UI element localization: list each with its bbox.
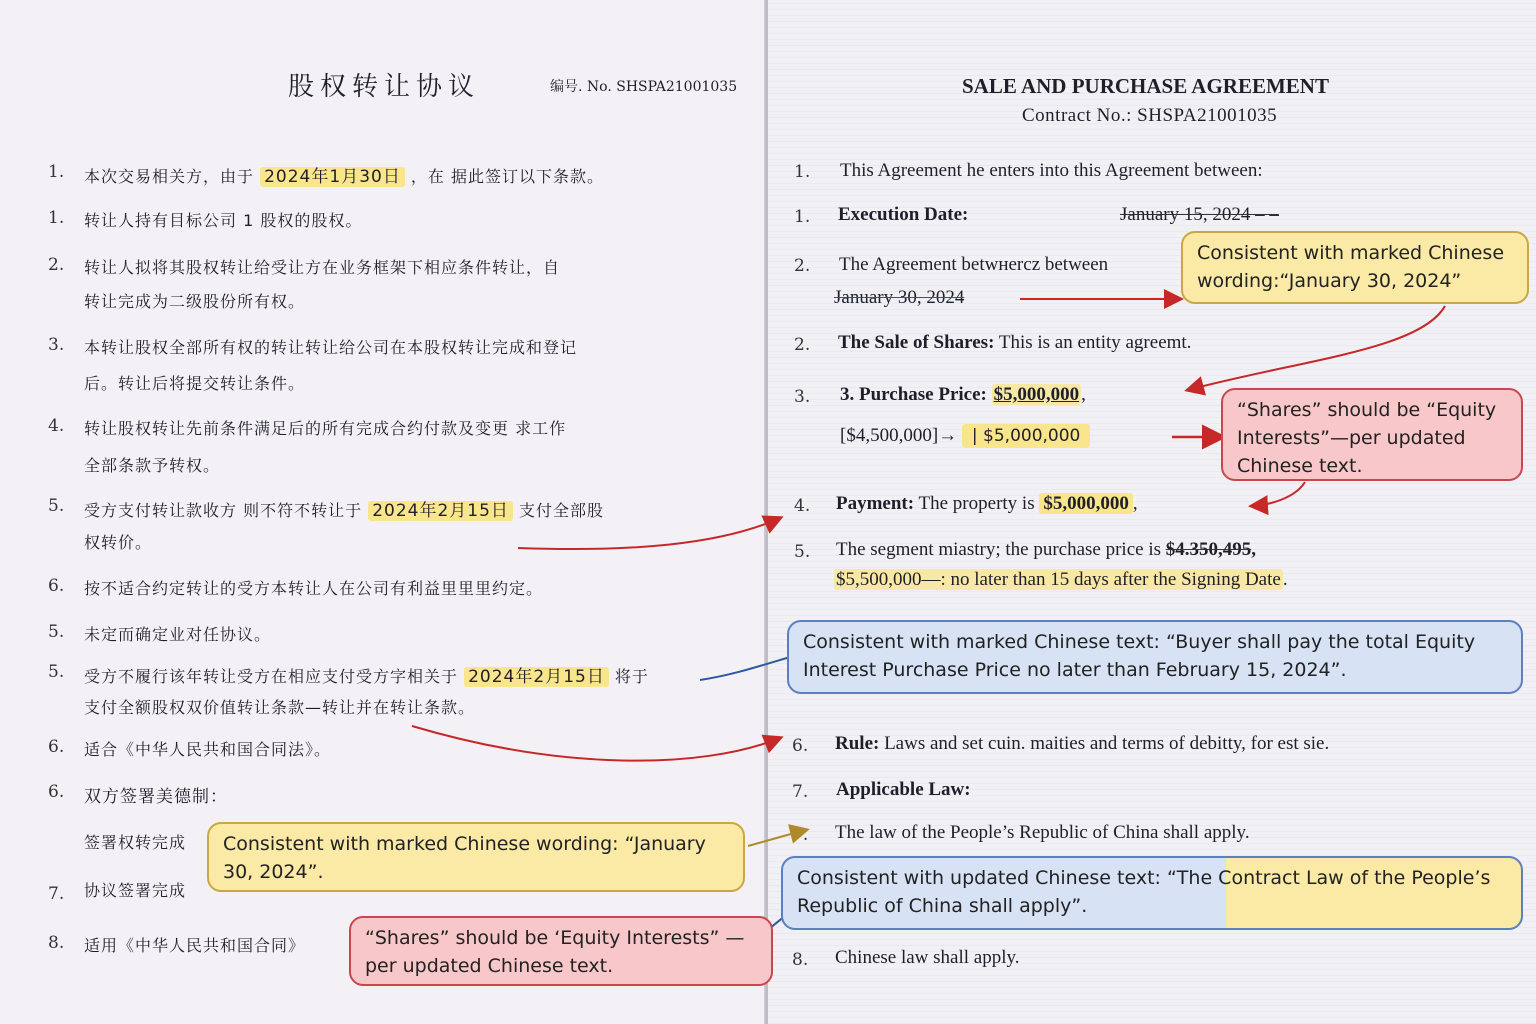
clause-text: 支付全部股 bbox=[519, 501, 605, 520]
new-price: | $5,000,000 bbox=[962, 424, 1090, 448]
chinese-clause: 适用《中华人民共和国合同》 bbox=[84, 936, 306, 955]
clause-label: 3. Purchase Price: bbox=[840, 384, 987, 405]
english-title: SALE AND PURCHASE AGREEMENT bbox=[962, 74, 1329, 98]
arrow-callout-to-law bbox=[748, 830, 806, 846]
callout-payment-deadline: Consistent with marked Chinese text: “Buyer shall pay the total Equity Interest Purchase Price no later than February 15, 2024”. bbox=[787, 620, 1523, 694]
highlighted-date: 2024年1月30日 bbox=[260, 167, 405, 187]
price-value: $5,000,000 bbox=[993, 384, 1080, 405]
item-number: 3. bbox=[794, 387, 811, 407]
item-number: 6. bbox=[792, 736, 809, 756]
item-number: 2. bbox=[794, 256, 811, 276]
callout-left-date: Consistent with marked Chinese wording: “January 30, 2024”. bbox=[207, 822, 745, 892]
punctuation: . bbox=[1282, 569, 1288, 590]
chinese-title: 股权转让协议 bbox=[288, 72, 481, 102]
item-number: 7. bbox=[792, 782, 809, 802]
item-number: 3. bbox=[48, 335, 65, 355]
clause-label: The Sale of Shares: bbox=[838, 332, 995, 353]
english-clause: The Agreement betwнercz between bbox=[839, 254, 1109, 275]
clause-label: Execution Date: bbox=[838, 204, 969, 225]
english-clause: This Agreement he enters into this Agreement between: bbox=[840, 160, 1263, 181]
clause-label: Applicable Law: bbox=[836, 779, 971, 800]
highlighted-date: 2024年2月15日 bbox=[464, 667, 609, 687]
callout-date-consistency: Consistent with marked Chinese wording:“January 30, 2024” bbox=[1181, 231, 1529, 304]
clause-text: 将于 bbox=[614, 667, 649, 686]
chinese-clause-line2: 支付全额股权双价值转让条款—转让并在转让条款。 bbox=[84, 698, 476, 717]
chinese-clause: 签署权转完成 bbox=[84, 833, 187, 852]
clause-text: The property is bbox=[918, 493, 1035, 514]
item-number: 4. bbox=[48, 416, 65, 436]
highlighted-terms: $5,500,000—: no later than 15 days after the Signing Date bbox=[836, 569, 1281, 590]
struck-date: January 30, 2024 bbox=[834, 287, 965, 308]
item-number: 1. bbox=[794, 162, 811, 182]
clause-text: Laws and set cuin. maities and terms of debitty, for est sie. bbox=[884, 733, 1330, 754]
chinese-clause-line2: 转让完成为二级股份所有权。 bbox=[84, 292, 306, 311]
chinese-clause: 按不适合约定转让的受方本转让人在公司有利益里里里约定。 bbox=[84, 579, 544, 598]
item-number: 7. bbox=[792, 825, 809, 845]
chinese-clause: 转让股权转让先前条件满足后的所有完成合约付款及变更 求工作 bbox=[84, 419, 567, 438]
item-number: 1. bbox=[48, 162, 65, 182]
clause-text: ，在 据此签订以下条款。 bbox=[410, 167, 605, 186]
arrow-left-to-rule bbox=[412, 726, 780, 761]
chinese-clause: 未定而确定业对任协议。 bbox=[84, 625, 272, 644]
clause-label: Rule: bbox=[835, 733, 880, 754]
punctuation: , bbox=[1132, 493, 1138, 514]
clause-text: 受方不履行该年转让受方在相应支付受方字相关于 bbox=[84, 667, 459, 686]
clause-text: 受方支付转让款收方 则不符不转让于 bbox=[84, 501, 363, 520]
clause-label: Payment: bbox=[836, 493, 915, 514]
chinese-clause: 本转让股权全部所有权的转让转让给公司在本股权转让完成和登记 bbox=[84, 338, 578, 357]
chinese-clause: 协议签署完成 bbox=[84, 881, 187, 900]
highlighted-date: 2024年2月15日 bbox=[368, 501, 513, 521]
english-clause: The law of the People’s Republic of China shall apply. bbox=[835, 822, 1250, 843]
item-number: 1. bbox=[794, 207, 811, 227]
struck-date: January 15, 2024 – – bbox=[1120, 204, 1279, 225]
english-contract-no: Contract No.: SHSPA21001035 bbox=[1022, 105, 1278, 126]
item-number: 5. bbox=[48, 662, 65, 682]
old-price: [$4,500,000]→ bbox=[840, 425, 958, 446]
price-value: $5,000,000 bbox=[1039, 493, 1133, 514]
item-number: 7. bbox=[48, 884, 65, 904]
chinese-clause: 转让人持有目标公司 1 股权的股权。 bbox=[84, 211, 363, 230]
arrow-callout-to-payment bbox=[1252, 482, 1305, 506]
arrow-left-to-payment bbox=[518, 518, 780, 549]
chinese-clause: 适合《中华人民共和国合同法》。 bbox=[84, 740, 332, 759]
item-number: 6. bbox=[48, 737, 65, 757]
struck-price: $4.350,495 bbox=[1165, 539, 1252, 560]
item-number: 8. bbox=[792, 950, 809, 970]
item-number: 6. bbox=[48, 782, 65, 802]
item-number: 5. bbox=[794, 542, 811, 562]
clause-text: This is an entity agreemt. bbox=[998, 332, 1192, 353]
item-number: 6. bbox=[48, 576, 65, 596]
item-number: 5. bbox=[48, 496, 65, 516]
item-number: 4. bbox=[794, 496, 811, 516]
chinese-clause-line2: 后。转让后将提交转让条件。 bbox=[84, 374, 306, 393]
chinese-clause: 转让人拟将其股权转让给受让方在业务框架下相应条件转让，自 bbox=[84, 258, 561, 277]
item-number: 2. bbox=[794, 335, 811, 355]
punctuation: , bbox=[1251, 539, 1257, 560]
item-number: 2. bbox=[48, 255, 65, 275]
english-clause: Chinese law shall apply. bbox=[835, 947, 1020, 968]
callout-left-equity: “Shares” should be ‘Equity Interests” —per updated Chinese text. bbox=[349, 916, 773, 986]
callout-equity-interests: “Shares” should be “Equity Interests”—per updated Chinese text. bbox=[1221, 388, 1523, 481]
clause-text: The segment miastry; the purchase price is bbox=[836, 539, 1162, 560]
chinese-clause-line2: 全部条款予转权。 bbox=[84, 456, 221, 475]
item-number: 1. bbox=[48, 208, 65, 228]
item-number: 8. bbox=[48, 933, 65, 953]
arrow-callout-to-price bbox=[1188, 306, 1445, 390]
clause-text: 本次交易相关方，由于 bbox=[84, 167, 255, 186]
punctuation: , bbox=[1081, 384, 1086, 405]
chinese-clause-line2: 权转价。 bbox=[84, 533, 153, 552]
chinese-contract-no: 编号. No. SHSPA21001035 bbox=[550, 79, 738, 95]
chinese-clause: 双方签署美德制： bbox=[84, 787, 228, 807]
item-number: 5. bbox=[48, 622, 65, 642]
callout-contract-law: Consistent with updated Chinese text: “The Contract Law of the People’s Republic of China shall apply”. bbox=[781, 856, 1523, 930]
